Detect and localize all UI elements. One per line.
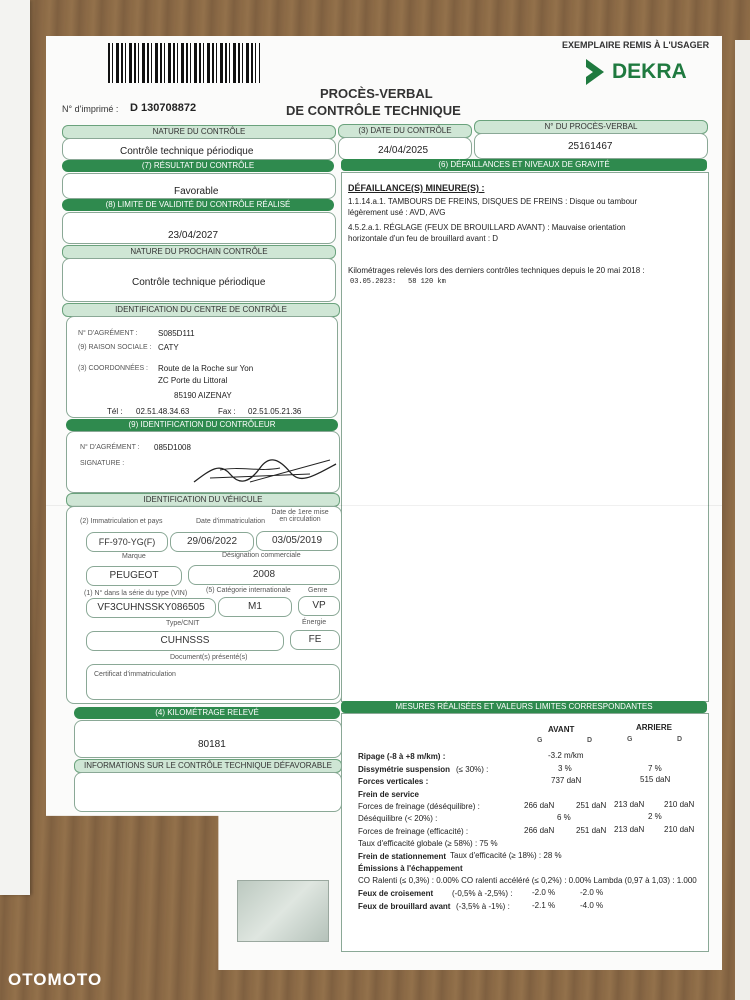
centre-header: IDENTIFICATION DU CENTRE DE CONTRÔLE: [62, 303, 340, 317]
deseq-avant: 6 %: [557, 813, 571, 822]
print-number-label: N° d'imprimé :: [62, 104, 119, 114]
col-arriere: ARRIERE: [636, 723, 673, 732]
energie-value: FE: [290, 630, 340, 650]
dissym-avant: 3 %: [558, 764, 572, 773]
designation-value: 2008: [188, 565, 340, 585]
col-avant-g: G: [537, 737, 543, 744]
stationnement-value: Taux d'efficacité (≥ 18%) : 28 %: [450, 851, 562, 860]
first-circ-label: Date de 1ere mise en circulation: [271, 509, 329, 523]
brouillard-label: Feux de brouillard avant: [358, 902, 451, 911]
vin-value: VF3CUHNSSKY086505: [86, 598, 216, 618]
documents-label: Document(s) présenté(s): [170, 654, 248, 661]
title-line-2: DE CONTRÔLE TECHNIQUE: [286, 103, 461, 118]
defavorable-header: INFORMATIONS SUR LE CONTRÔLE TECHNIQUE DÉFAVORABLE: [74, 759, 342, 773]
centre-coord-label: (3) COORDONNÉES :: [78, 365, 149, 372]
forces-verticales-label: Forces verticales :: [358, 777, 429, 786]
hologram-stamp: [237, 880, 329, 942]
forces-verticales-avant: 737 daN: [551, 776, 582, 785]
ripage-label: Ripage (-8 à +8 m/km) :: [358, 752, 446, 761]
immat-value: FF-970-YG(F): [86, 532, 168, 552]
controleur-agrement-value: 085D1008: [154, 443, 191, 452]
km-history-text: Kilométrages relevés lors des derniers contrôles techniques depuis le 20 mai 2018 :: [348, 266, 645, 275]
col-arriere-g: G: [627, 736, 633, 743]
centre-agrement-label: N° D'AGRÉMENT :: [78, 330, 138, 337]
categorie-label: (5) Catégorie internationale: [206, 587, 291, 594]
marque-value: PEUGEOT: [86, 566, 182, 586]
pv-number-value: 25161467: [568, 141, 613, 152]
co-line: CO Ralenti (≤ 0,3%) : 0.00% CO ralenti accéléré (≤ 0,2%) : 0.00% Lambda (0,97 à 1,03) : 1.000: [358, 876, 697, 885]
kilometrage-header: (4) KILOMÉTRAGE RELEVÉ: [74, 707, 340, 719]
signature-label: SIGNATURE :: [80, 460, 125, 467]
dekra-logo: [584, 57, 606, 92]
ff-deseq-arriere-d: 210 daN: [664, 800, 695, 809]
print-number-value: D 130708872: [130, 102, 197, 114]
centre-fax-label: Fax :: [218, 407, 236, 416]
copy-label: EXEMPLAIRE REMIS À L'USAGER: [562, 40, 710, 50]
emissions-label: Émissions à l'échappement: [358, 864, 463, 873]
validite-value: 23/04/2027: [168, 230, 219, 241]
brouillard-limit: (-3,5% à -1%) :: [456, 902, 510, 911]
pv-number-header: N° DU PROCÈS-VERBAL: [474, 120, 708, 134]
first-circ-value: 03/05/2019: [256, 531, 338, 551]
dissym-arriere: 7 %: [648, 764, 662, 773]
ff-deseq-avant-g: 266 daN: [524, 801, 555, 810]
resultat-header: (7) RÉSULTAT DU CONTRÔLE: [62, 160, 334, 172]
brouillard-d: -4.0 %: [580, 901, 604, 910]
resultat-value: Favorable: [174, 186, 219, 197]
ff-eff-arriere-d: 210 daN: [664, 825, 695, 834]
defaillances-panel: [341, 172, 709, 702]
fold-line: [46, 505, 722, 506]
controleur-agrement-label: N° D'AGRÉMENT :: [80, 444, 140, 451]
croisement-g: -2.0 %: [532, 888, 556, 897]
centre-raison-value: CATY: [158, 343, 179, 352]
otomoto-watermark: OTOMOTO: [8, 970, 103, 989]
barcode: [108, 43, 260, 83]
defaillances-header: (6) DÉFAILLANCES ET NIVEAUX DE GRAVITÉ: [341, 159, 707, 171]
defaillance-1-line-1: 1.1.14.a.1. TAMBOURS DE FREINS, DISQUES DE FREINS : Disque ou tambour: [348, 197, 638, 206]
dekra-arrow-icon: [584, 57, 606, 87]
ripage-value: -3.2 m/km: [548, 751, 584, 760]
immat-label: (2) Immatriculation et pays: [80, 518, 163, 525]
forces-verticales-arriere: 515 daN: [640, 775, 671, 784]
croisement-label: Feux de croisement: [358, 889, 434, 898]
date-controle-header: (3) DATE DU CONTRÔLE: [338, 124, 472, 138]
centre-raison-label: (9) RAISON SOCIALE :: [78, 344, 152, 351]
documents-value: Certificat d'immatriculation: [94, 671, 176, 678]
nature-controle-header: NATURE DU CONTRÔLE: [62, 125, 336, 139]
nature-controle-value: Contrôle technique périodique: [120, 146, 254, 157]
kilometrage-value: 80181: [198, 739, 226, 750]
col-avant: AVANT: [548, 725, 575, 734]
date-immat-value: 29/06/2022: [170, 532, 254, 552]
ff-deseq-label: Forces de freinage (déséquilibre) :: [358, 802, 480, 811]
centre-agrement-value: S085D111: [158, 329, 195, 338]
defaillances-title: DÉFAILLANCE(S) MINEURE(S) :: [348, 183, 485, 193]
ff-eff-avant-d: 251 daN: [576, 826, 607, 835]
type-value: CUHNSSS: [86, 631, 284, 651]
defaillance-1-line-2: légèrement usé : AVD, AVG: [348, 208, 446, 217]
centre-tel-label: Tél :: [107, 407, 123, 416]
deseq-arriere: 2 %: [648, 812, 662, 821]
adjacent-paper-left: [0, 0, 30, 895]
adjacent-paper-right: [735, 40, 750, 1000]
vehicule-header: IDENTIFICATION DU VÉHICULE: [66, 493, 340, 507]
designation-label: Désignation commerciale: [222, 552, 301, 559]
km-history-value: 58 120 km: [408, 278, 446, 286]
dekra-brand: DEKRA: [612, 60, 687, 83]
energie-label: Énergie: [302, 619, 327, 626]
title-line-1: PROCÈS-VERBAL: [320, 86, 433, 101]
genre-label: Genre: [308, 587, 328, 594]
categorie-value: M1: [218, 597, 292, 617]
dissym-limit: (≤ 30%) :: [456, 765, 489, 774]
date-immat-label: Date d'immatriculation: [196, 518, 266, 525]
frein-service-label: Frein de service: [358, 790, 419, 799]
marque-label: Marque: [122, 553, 146, 560]
deseq-label: Déséquilibre (< 20%) :: [358, 814, 438, 823]
controleur-header: (9) IDENTIFICATION DU CONTRÔLEUR: [66, 419, 338, 431]
ff-eff-label: Forces de freinage (efficacité) :: [358, 827, 469, 836]
ff-deseq-arriere-g: 213 daN: [614, 800, 645, 809]
prochain-value: Contrôle technique périodique: [132, 277, 266, 288]
centre-address-2: ZC Porte du Littoral: [158, 376, 228, 385]
brouillard-g: -2.1 %: [532, 901, 556, 910]
type-label: Type/CNIT: [166, 620, 200, 627]
croisement-limit: (-0,5% à -2,5%) :: [452, 889, 513, 898]
km-history-date: 03.05.2023:: [350, 278, 397, 286]
ff-deseq-avant-d: 251 daN: [576, 801, 607, 810]
stationnement-label: Frein de stationnement: [358, 852, 447, 861]
documents-box: [86, 664, 340, 700]
date-controle-value: 24/04/2025: [378, 145, 429, 156]
centre-tel-value: 02.51.48.34.63: [136, 407, 190, 416]
centre-address-3: 85190 AIZENAY: [174, 391, 232, 400]
ff-eff-avant-g: 266 daN: [524, 826, 555, 835]
col-arriere-d: D: [677, 736, 683, 743]
defaillance-2-line-1: 4.5.2.a.1. RÉGLAGE (FEUX DE BROUILLARD AVANT) : Mauvaise orientation: [348, 223, 626, 232]
mesures-header: MESURES RÉALISÉES ET VALEURS LIMITES CORRESPONDANTES: [341, 701, 707, 713]
validite-header: (8) LIMITE DE VALIDITÉ DU CONTRÔLE RÉALISÉ: [62, 199, 334, 211]
genre-value: VP: [298, 596, 340, 616]
signature-scribble: [190, 452, 340, 488]
dissym-label: Dissymétrie suspension: [358, 765, 451, 774]
col-avant-d: D: [587, 737, 593, 744]
croisement-d: -2.0 %: [580, 888, 604, 897]
defavorable-box: [74, 772, 342, 812]
vin-label: (1) N° dans la série du type (VIN): [84, 590, 188, 597]
ff-eff-arriere-g: 213 daN: [614, 825, 645, 834]
defaillance-2-line-2: horizontale d'un feu de brouillard avant : D: [348, 234, 499, 243]
prochain-header: NATURE DU PROCHAIN CONTRÔLE: [62, 245, 336, 259]
taux-efficacite: Taux d'efficacité globale (≥ 58%) : 75 %: [358, 839, 498, 848]
centre-address-1: Route de la Roche sur Yon: [158, 364, 254, 373]
centre-fax-value: 02.51.05.21.36: [248, 407, 302, 416]
